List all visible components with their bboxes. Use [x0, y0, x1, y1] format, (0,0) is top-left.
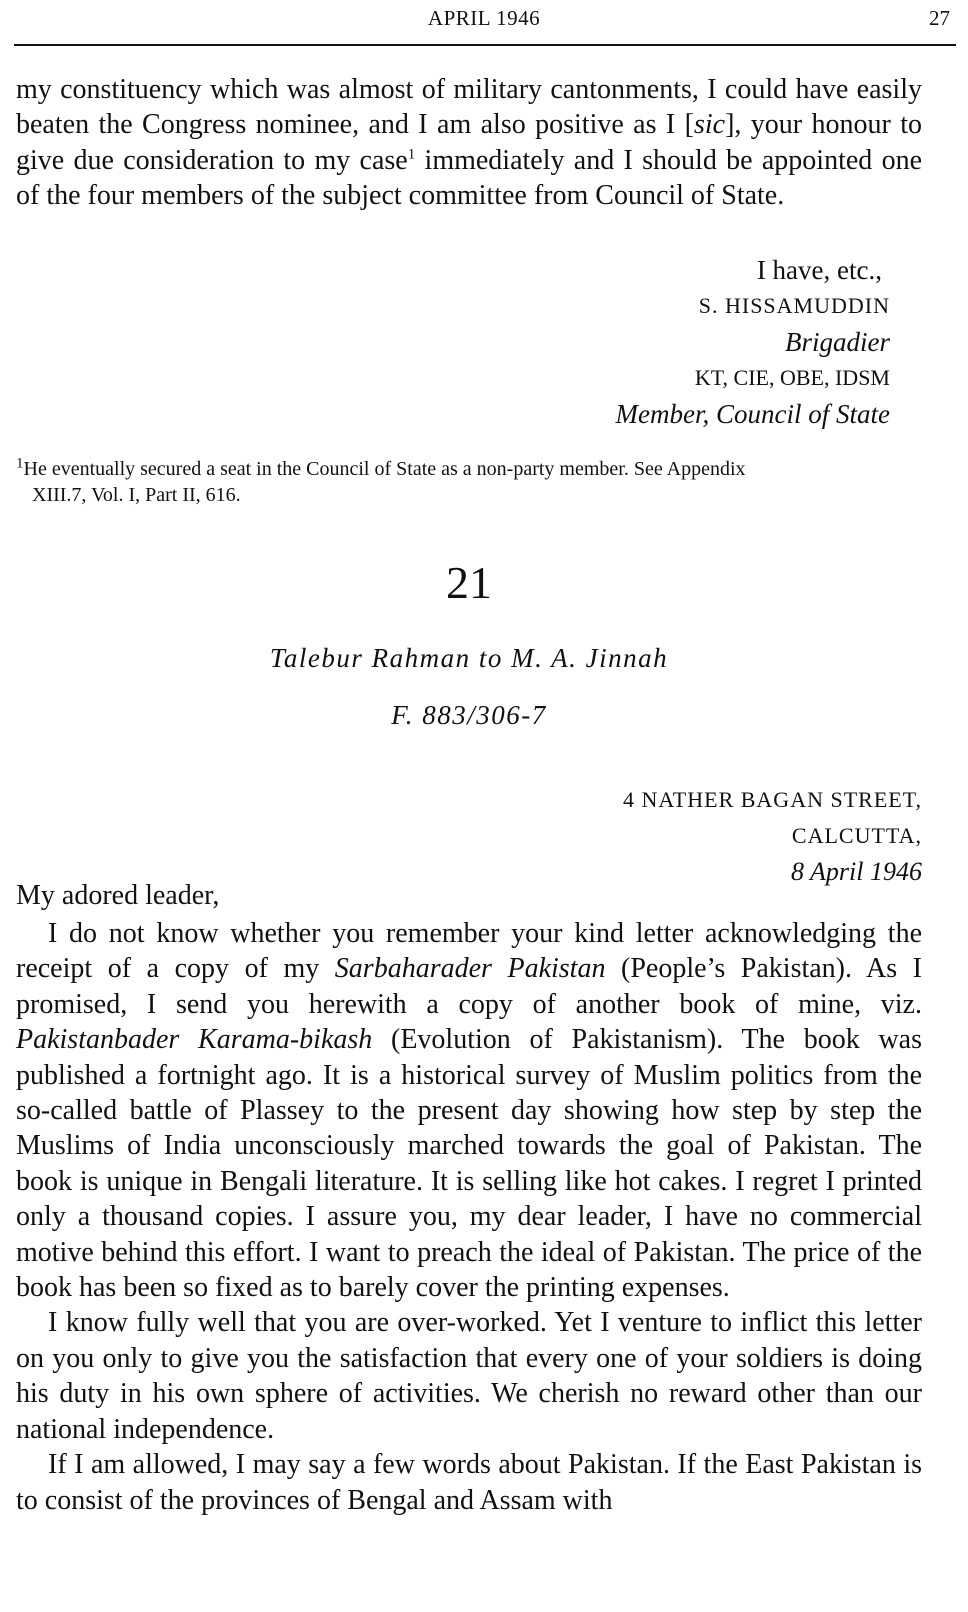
continuation-text-3: immediately and I should be appointed one of the four members of the subject committee from Council of State. — [16, 144, 923, 212]
continuation-paragraph: my constituency which was almost of military cantonments, I could have easily beaten the Congress nominee, and I am also positive as I [sic], your honour to give due consideration to my case$^1$ immediately and I should be appointed one of the four members of the subject committee from Council of State. — [16, 74, 923, 212]
address-city: CALCUTTA, — [791, 823, 922, 848]
letter-date: 8 April 1946 — [791, 857, 922, 886]
footnote-continuation: XIII.7, Vol. I, Part II, 616. — [32, 484, 241, 506]
salutation: My adored leader, — [16, 880, 220, 911]
running-header — [0, 0, 968, 45]
sic-marker: sic — [693, 109, 726, 141]
p1-text-c: (Evolution of Pakistanism). The book was published a fortnight ago. It is a historical survey of Muslim politics from the so-called battle of Plassey to the present day showing how step by step the Muslims of India unconsciously marched towards the goal of Pakistan. The book is unique in Bengali literature. It is selling like hot cakes. I regret I printed only a thousand copies. I assure you, my dear leader, I have no commercial motive behind this effort. I want to preach the ideal of Pakistan. The price of the book has been so fixed as to barely cover the printing expenses. — [16, 1024, 922, 1304]
signatory-position: Member, Council of State — [615, 399, 890, 429]
closing: I have, etc., — [756, 255, 882, 285]
footnote — [16, 456, 922, 508]
p1-text-b: (People’s Pakistan). As I promised, I send you herewith a copy of another book of mine, viz. — [16, 953, 923, 1020]
book-title-1: Sarbaharader Pakistan — [334, 953, 606, 985]
address-street: 4 NATHER BAGAN STREET, — [622, 787, 922, 812]
signatory-rank: Brigadier — [785, 327, 890, 357]
letter-paragraph-3: If I am allowed, I may say a few words about Pakistan. If the East Pakistan is to consist of the provinces of Bengal and Assam with — [16, 1449, 922, 1516]
continuation-text-2: ], your honour to give due consideration to my case — [16, 109, 922, 176]
sender-address — [623, 782, 922, 890]
letter-paragraph-2: I know fully well that you are over-worked. Yet I venture to inflict this letter on you only to give you the satisfaction that every one of your soldiers is doing his duty in his own sphere of activities. We cherish no reward other than our national independence. — [16, 1307, 922, 1445]
document-number: 21 — [446, 557, 492, 608]
footnote-marker: 1 — [16, 455, 24, 472]
continuation-text-1: my constituency which was almost of military cantonments, I could have easily beaten the Congress nominee, and I am also positive as I — [16, 74, 922, 141]
letter-body — [16, 916, 922, 1518]
p1-text-a: I do not know whether you remember your kind letter acknowledging the receipt of a copy of my — [16, 918, 922, 985]
page-number: 27 — [929, 6, 950, 30]
document-correspondents: Talebur Rahman to M. A. Jinnah — [269, 643, 669, 673]
header-rule — [14, 44, 956, 46]
signatory-honours: KT, CIE, OBE, IDSM — [694, 365, 890, 390]
header-title: APRIL 1946 — [427, 6, 541, 30]
footnote-reference: 1 — [407, 146, 416, 163]
footnote-text: He eventually secured a seat in the Council of State as a non-party member. See Appendix — [23, 458, 746, 480]
book-title-2: Pakistanbader Karama-bikash — [16, 1024, 373, 1056]
signatory-name: S. HISSAMUDDIN — [698, 293, 890, 318]
document-file-reference: F. 883/306-7 — [391, 700, 547, 730]
signature-block — [616, 252, 890, 432]
letter-paragraph-1 — [16, 916, 922, 1305]
